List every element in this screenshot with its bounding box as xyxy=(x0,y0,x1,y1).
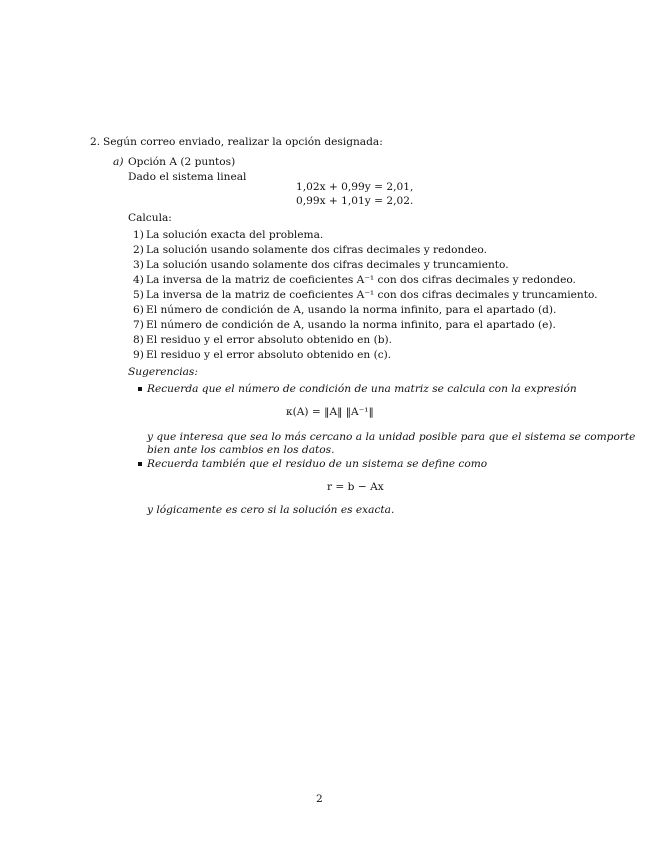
equation-1: 1,02x + 0,99y = 2,01, xyxy=(296,181,414,193)
task-text: La solución exacta del problema. xyxy=(146,229,324,241)
item-text: Según correo enviado, realizar la opción designada: xyxy=(103,136,383,148)
item-number: 2. xyxy=(90,136,101,148)
task-number: 8) xyxy=(133,334,144,346)
task-text: La inversa de la matriz de coeficientes A⁻¹ con dos cifras decimales y truncamiento. xyxy=(146,289,598,301)
hint-1-after-line-1: y que interesa que sea lo más cercano a la unidad posible para que el sistema se comporte xyxy=(147,431,636,443)
subitem-intro: Dado el sistema lineal xyxy=(128,171,247,183)
task-text: La solución usando solamente dos cifras decimales y truncamiento. xyxy=(146,259,509,271)
task-number: 4) xyxy=(133,274,144,286)
bullet-icon xyxy=(138,462,142,466)
task-text: El número de condición de A, usando la norma infinito, para el apartado (e). xyxy=(146,319,556,331)
hints-label: Sugerencias: xyxy=(128,366,198,378)
task-number: 9) xyxy=(133,349,144,361)
hint-1-after-line-2: bien ante los cambios en los datos. xyxy=(147,444,335,456)
hint-1-text: Recuerda que el número de condición de una matriz se calcula con la expresión xyxy=(147,383,577,395)
task-text: El número de condición de A, usando la norma infinito, para el apartado (d). xyxy=(146,304,557,316)
subitem-title: Opción A (2 puntos) xyxy=(128,156,236,168)
task-number: 5) xyxy=(133,289,144,301)
task-text: La inversa de la matriz de coeficientes A⁻¹ con dos cifras decimales y redondeo. xyxy=(146,274,576,286)
task-number: 1) xyxy=(133,229,144,241)
task-text: El residuo y el error absoluto obtenido en (b). xyxy=(146,334,393,346)
task-text: La solución usando solamente dos cifras decimales y redondeo. xyxy=(146,244,487,256)
equation-2: 0,99x + 1,01y = 2,02. xyxy=(296,195,414,207)
task-number: 3) xyxy=(133,259,144,271)
hint-2-after: y lógicamente es cero si la solución es exacta. xyxy=(147,504,395,516)
hint-2-text: Recuerda también que el residuo de un sistema se define como xyxy=(147,458,488,470)
task-number: 7) xyxy=(133,319,144,331)
page-number: 2 xyxy=(316,793,323,805)
hint-1-formula: κ(A) = ‖A‖ ‖A⁻¹‖ xyxy=(286,406,374,418)
task-number: 2) xyxy=(133,244,144,256)
task-number: 6) xyxy=(133,304,144,316)
task-text: El residuo y el error absoluto obtenido en (c). xyxy=(146,349,392,361)
hint-2-formula: r = b − Ax xyxy=(327,481,384,493)
subitem-label: a) xyxy=(113,156,124,168)
calc-label: Calcula: xyxy=(128,212,172,224)
bullet-icon xyxy=(138,387,142,391)
